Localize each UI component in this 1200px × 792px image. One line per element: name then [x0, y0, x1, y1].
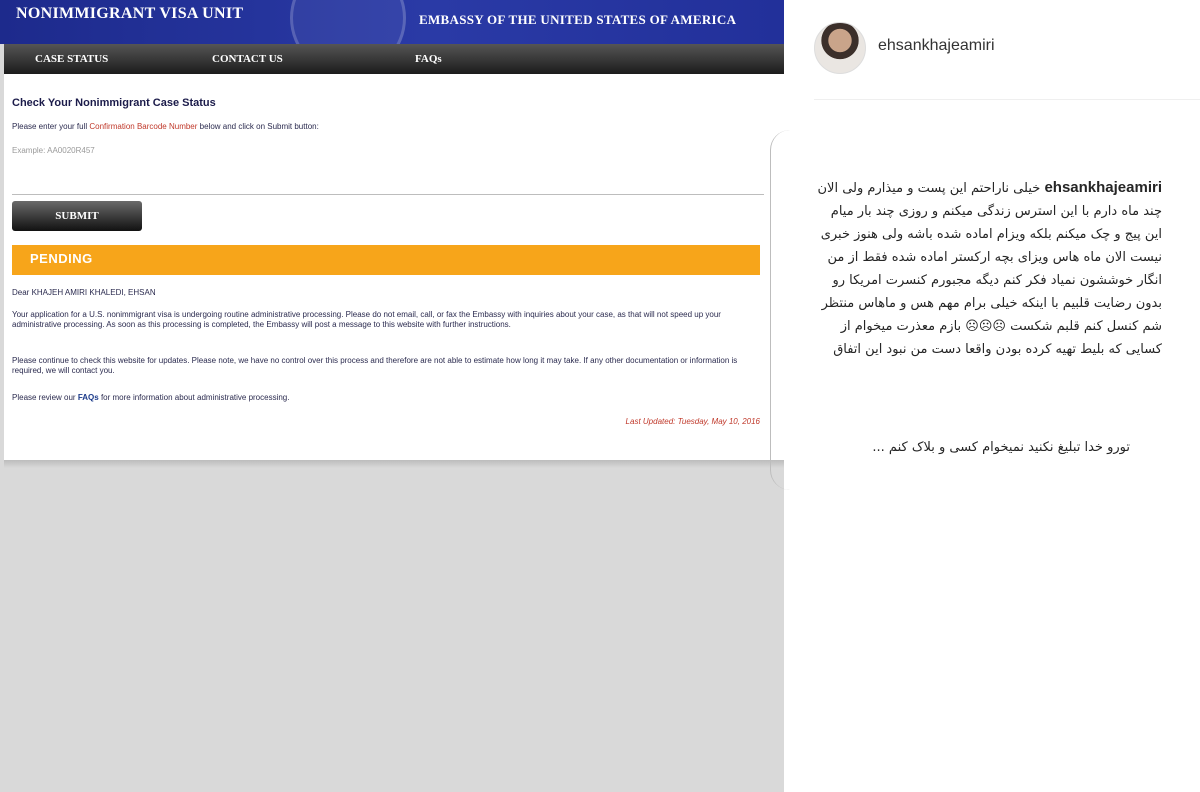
form-title: Check Your Nonimmigrant Case Status [12, 97, 216, 109]
barcode-number-link[interactable]: Confirmation Barcode Number [89, 122, 198, 131]
content-shadow [4, 460, 784, 468]
post-username[interactable]: ehsankhajeamiri [878, 37, 995, 54]
nav-faqs[interactable]: FAQs [415, 53, 442, 65]
embassy-header [0, 0, 784, 44]
form-instruction [12, 122, 319, 131]
example-hint: Example: AA0020R457 [12, 146, 95, 155]
submit-button[interactable]: SUBMIT [12, 201, 142, 231]
letter-greeting: Dear KHAJEH AMIRI KHALEDI, EHSAN [12, 288, 156, 297]
instagram-post-panel [784, 0, 1200, 792]
post-caption [814, 176, 1162, 361]
instruction-before: Please enter your full [12, 122, 90, 131]
header-divider [814, 99, 1200, 100]
case-status-panel [4, 74, 784, 460]
caption-username[interactable]: ehsankhajeamiri [1044, 179, 1162, 196]
nav-case-status[interactable]: CASE STATUS [35, 53, 109, 65]
faqs-link[interactable]: FAQs [77, 393, 99, 402]
barcode-input[interactable] [12, 162, 764, 195]
nav-contact-us[interactable]: CONTACT US [212, 53, 283, 65]
letter-paragraph-2: Please continue to check this website for updates. Please note, we have no control over this process and therefore are not able to estimate how long it may take. If any other documentation or information is required, we will contact you. [12, 356, 738, 375]
embassy-seal-icon [290, 0, 406, 44]
para3-before: Please review our [12, 393, 78, 402]
letter-paragraph-3 [12, 393, 760, 403]
caption-footer: تورو خدا تبلیغ نکنید نمیخوام کسی و بلاک کنم ... [872, 440, 1130, 455]
avatar[interactable] [814, 22, 866, 74]
panel-edge-divider [770, 130, 795, 490]
para3-after: for more information about administrative processing. [98, 393, 290, 402]
unit-title: NONIMMIGRANT VISA UNIT [16, 5, 244, 22]
instruction-after: below and click on Submit button: [197, 122, 319, 131]
embassy-title: EMBASSY OF THE UNITED STATES OF AMERICA [419, 12, 737, 27]
caption-text: خیلی ناراحتم این پست و میذارم ولی الان چند ماه دارم با این استرس زندگی میکنم و روزی چند بار میام این پیج و چک میکنم بلکه ویزام اماده شده باشه ولی هنوز خبری نیست الان ماه هاس ویزای بچه ارکستر اماده شده فقط از من انگار خوششون نمیاد فکر کنم دیگه مجبورم کنسرت امریکا رو بدون رضایت قلبیم با اینکه خیلی برام مهم هس و ماهاس منتظر شم کنسل کنم قلبم شکست ☹☹☹ بازم معذرت میخوام از کسایی که بلیط تهیه کرده بودن واقعا دست من نبود این اتفاق [817, 181, 1162, 357]
last-updated: Last Updated: Tuesday, May 10, 2016 [625, 417, 760, 426]
status-badge [12, 245, 760, 275]
status-label: PENDING [30, 251, 93, 266]
embassy-nav [4, 44, 784, 74]
letter-paragraph-1: Your application for a U.S. nonimmigrant visa is undergoing routine administrative processing. Please do not email, call, or fax the Embassy with inquiries about your case, as that will not speed up your administrative processing. As soon as this processing is completed, the Embassy will post a message to this website with further instructions. [12, 310, 721, 329]
